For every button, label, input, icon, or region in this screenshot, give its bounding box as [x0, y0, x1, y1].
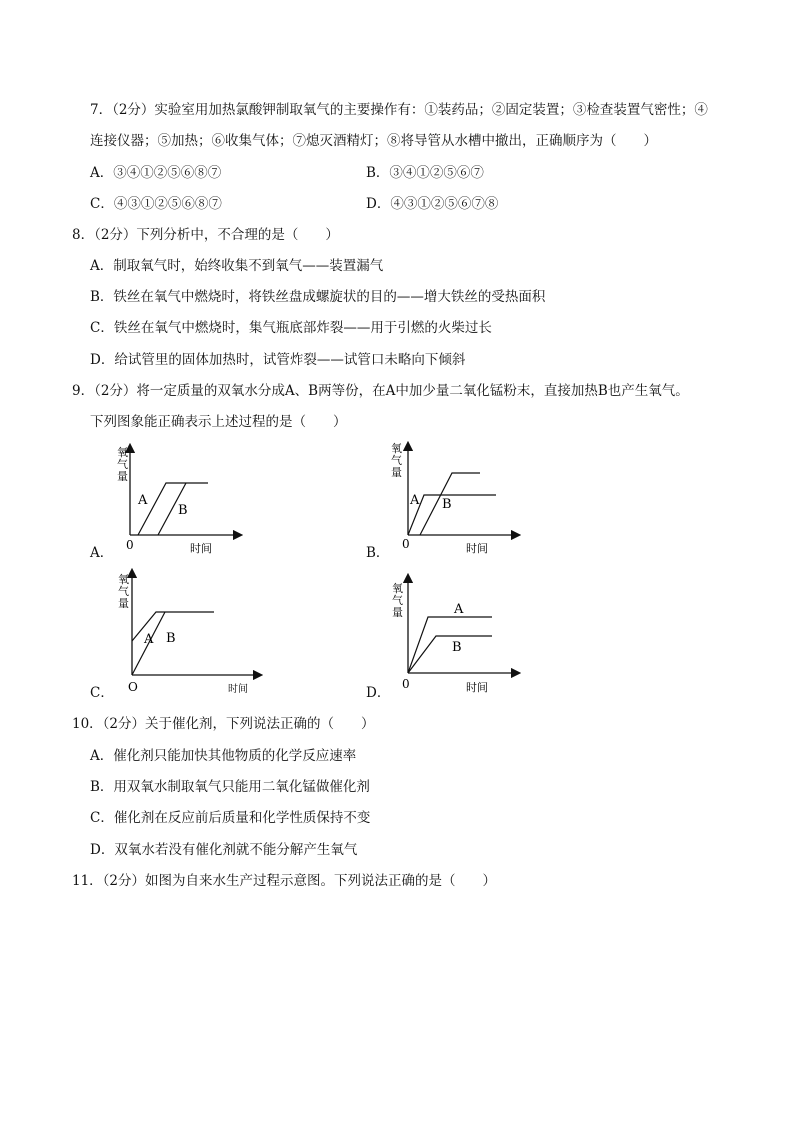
- graph-b-origin: 0: [402, 537, 410, 551]
- graph-a-ylabel-3: 量: [117, 470, 128, 483]
- graph-c-origin: O: [128, 680, 138, 694]
- q10-option-d: D．双氧水若没有催化剂就不能分解产生氧气: [90, 842, 358, 858]
- q8-option-a: A．制取氧气时，始终收集不到氧气——装置漏气: [90, 258, 384, 274]
- graph-d-ylabel-2: 气: [392, 594, 403, 607]
- q8-option-b: B．铁丝在氧气中燃烧时，将铁丝盘成螺旋状的目的——增大铁丝的受热面积: [90, 289, 546, 305]
- graph-b-curve-b-label: B: [442, 497, 452, 512]
- graph-d-curve-b-label: B: [452, 640, 462, 655]
- graph-d-origin: 0: [402, 677, 410, 691]
- q9-stem-line1: 9．（2分）将一定质量的双氧水分成A、B两等份，在A中加少量二氧化锰粉末，直接加热B也产生氧气。: [72, 383, 689, 399]
- graph-b-option-label: B．: [366, 545, 390, 561]
- q7-option-a: A．③④①②⑤⑥⑧⑦: [90, 165, 222, 181]
- graph-b-xlabel: 时间: [466, 542, 488, 555]
- graph-a-xlabel: 时间: [190, 542, 212, 555]
- graph-c: [110, 565, 270, 695]
- q7-option-b: B．③④①②⑤⑥⑦: [366, 165, 484, 181]
- graph-b-curve-a: [408, 495, 496, 535]
- graph-a-curve-a-label: A: [138, 493, 148, 508]
- graph-d: [388, 570, 528, 695]
- graph-a-option-label: A．: [90, 545, 114, 561]
- graph-a: [110, 440, 250, 560]
- graph-c-curve-a-label: A: [144, 632, 154, 647]
- graph-b-ylabel-3: 量: [391, 466, 402, 479]
- q7-option-c: C．④③①②⑤⑥⑧⑦: [90, 196, 222, 212]
- graph-c-ylabel-3: 量: [118, 597, 129, 610]
- q8-option-c: C．铁丝在氧气中燃烧时，集气瓶底部炸裂——用于引燃的火柴过长: [90, 320, 492, 336]
- graph-b-ylabel-1: 氧: [391, 442, 402, 455]
- q8-stem: 8．（2分）下列分析中，不合理的是（ ）: [72, 227, 339, 243]
- graph-d-curve-a-label: A: [454, 602, 464, 617]
- graph-a-curve-b-label: B: [178, 503, 188, 518]
- graph-d-xlabel: 时间: [466, 681, 488, 694]
- graph-a-ylabel-1: 氧: [117, 446, 128, 459]
- graph-b-curve-a-label: A: [410, 493, 420, 508]
- graph-a-ylabel-2: 气: [117, 458, 128, 471]
- graph-d-ylabel-1: 氧: [392, 582, 403, 595]
- q7-option-d: D．④③①②⑤⑥⑦⑧: [366, 196, 499, 212]
- graph-a-origin: 0: [126, 538, 134, 552]
- graph-c-ylabel-1: 氧: [118, 573, 129, 586]
- graph-d-ylabel-3: 量: [392, 606, 403, 619]
- graph-c-curve-b-label: B: [166, 631, 176, 646]
- graph-d-curve-a: [408, 617, 492, 673]
- q10-stem: 10．（2分）关于催化剂，下列说法正确的（ ）: [72, 716, 375, 732]
- q7-stem-line1: 7．（2分）实验室用加热氯酸钾制取氧气的主要操作有：①装药品；②固定装置；③检查装置气密性；④: [90, 102, 708, 118]
- graph-c-option-label: C．: [90, 685, 114, 701]
- graph-a-curve-a: [138, 483, 208, 535]
- graph-b-ylabel-2: 气: [391, 454, 402, 467]
- q8-option-d: D．给试管里的固体加热时，试管炸裂——试管口未略向下倾斜: [90, 352, 466, 368]
- q10-option-a: A．催化剂只能加快其他物质的化学反应速率: [90, 748, 357, 764]
- q11-stem: 11．（2分）如图为自来水生产过程示意图。下列说法正确的是（ ）: [72, 873, 497, 889]
- q9-stem-line2: 下列图象能正确表示上述过程的是（ ）: [90, 414, 347, 430]
- graph-d-curve-b: [408, 636, 492, 673]
- graph-c-ylabel-2: 气: [118, 585, 129, 598]
- graph-c-xlabel: 时间: [228, 684, 248, 695]
- q7-stem-line2: 连接仪器；⑤加热；⑥收集气体；⑦熄灭酒精灯；⑧将导管从水槽中撤出，正确顺序为（ ）: [90, 133, 657, 149]
- graph-b: [388, 438, 528, 560]
- graph-d-option-label: D．: [366, 685, 391, 701]
- q10-option-b: B．用双氧水制取氧气只能用二氧化锰做催化剂: [90, 779, 370, 795]
- q10-option-c: C．催化剂在反应前后质量和化学性质保持不变: [90, 810, 371, 826]
